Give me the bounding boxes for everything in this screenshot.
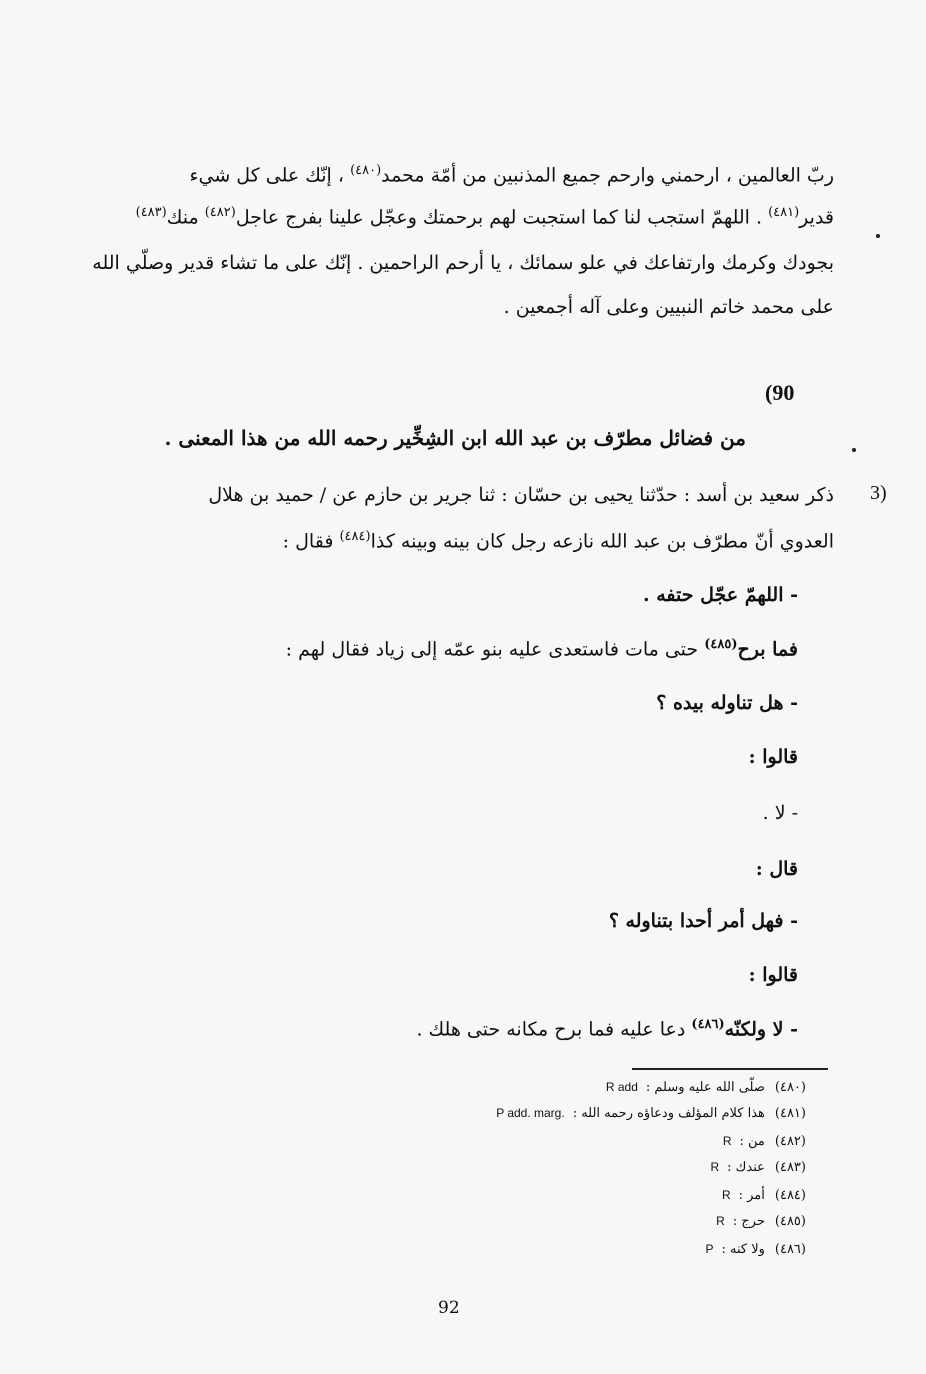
dialogue-3: - هل تناوله بيده ؟: [656, 692, 798, 714]
footnote-text: هذا كلام المؤلف ودعاؤه رحمه الله :: [572, 1106, 765, 1121]
footnote-num: (٤٨٦): [774, 1242, 806, 1257]
para1-line2: [66, 206, 834, 227]
para1-line4: على محمد خاتم النبيين وعلى آله أجمعين .: [503, 296, 834, 318]
section-number: (90: [765, 380, 795, 405]
dialogue-9: [416, 1018, 798, 1039]
footnote-num: (٤٨٥): [774, 1214, 806, 1229]
footnote-num: (٤٨١): [774, 1106, 806, 1121]
dialogue-8: قالوا :: [748, 964, 798, 986]
footnote-source: P: [705, 1242, 714, 1256]
para1-line1-text: ربّ العالمين ، ارحمني وارحم جميع المذنبين من أمّة محمد: [381, 164, 834, 187]
para1-line3: بجودك وكرمك وارتفاعك في علو سمائك ، يا أرحم الراحمين . إنّك على ما تشاء قدير وصلّي الله: [92, 252, 834, 274]
margin-number: 3): [870, 482, 887, 504]
footnote-text: من :: [739, 1134, 765, 1149]
footnote-source: R: [721, 1188, 731, 1202]
footnote-source: R: [716, 1214, 725, 1228]
fn-ref-480: (٤٨٠): [350, 163, 382, 178]
fn-ref-482: (٤٨٢): [204, 205, 236, 220]
fn-ref-483: (٤٨٣): [135, 205, 167, 220]
dialogue-7: - فهل أمر أحدا بتناوله ؟: [608, 910, 798, 932]
footnote-num: (٤٨٤): [774, 1188, 806, 1203]
body-line2-b: فقال :: [282, 530, 334, 553]
footnote-source: R add: [605, 1080, 638, 1094]
footnote-text: أمر :: [738, 1188, 765, 1203]
margin-dot-2: [852, 448, 856, 452]
footnote-483: [710, 1160, 806, 1175]
section-title: من فضائل مطرّف بن عبد الله ابن الشِخِّير رحمه الله من هذا المعنى .: [164, 426, 746, 450]
footnote-num: (٤٨٠): [774, 1080, 806, 1095]
footnote-481: [496, 1106, 806, 1121]
footnote-486: [705, 1242, 806, 1257]
body-line2: [283, 530, 834, 551]
body-line2-a: العدوي أنّ مطرّف بن عبد الله نازعه رجل كان بينه وبينه كذا: [370, 530, 834, 553]
footnote-source: R: [710, 1160, 720, 1174]
dialogue-2: [286, 638, 798, 659]
fn-ref-486: (٤٨٦): [691, 1017, 725, 1032]
fn-ref-484: (٤٨٤): [339, 529, 371, 544]
footnote-num: (٤٨٢): [774, 1134, 806, 1149]
para1-line1-after: ، إنّك على كل شيء: [189, 164, 345, 187]
para1-line1: [66, 164, 834, 185]
dialogue-5: - لا .: [762, 802, 798, 824]
dialogue-4: قالوا :: [748, 746, 798, 768]
dialogue-9-a: - لا ولكنّه: [724, 1018, 798, 1041]
page-number: 92: [438, 1298, 460, 1318]
dialogue-2-a: فما برح: [737, 638, 798, 661]
footnote-480: [606, 1080, 806, 1095]
footnote-485: [716, 1214, 806, 1229]
dialogue-6: قال :: [755, 858, 798, 880]
footnote-source: P add. marg.: [496, 1106, 565, 1120]
footnote-text: صلّى الله عليه وسلم :: [645, 1080, 765, 1095]
footnote-text: حرج :: [732, 1214, 765, 1229]
dialogue-2-b: حتى مات فاستعدى عليه بنو عمّه إلى زياد فقال لهم :: [285, 638, 699, 661]
footnote-num: (٤٨٣): [774, 1160, 806, 1175]
fn-ref-485: (٤٨٥): [704, 637, 738, 652]
footnote-484: [722, 1188, 806, 1203]
margin-dot-1: [876, 234, 880, 238]
footnote-482: [723, 1134, 806, 1149]
para1-line2-end: منك: [166, 206, 199, 229]
body-line1: ذكر سعيد بن أسد : حدّثنا يحيى بن حسّان : ثنا جرير بن حازم عن / حميد بن هلال: [208, 484, 834, 506]
fn-ref-481: (٤٨١): [768, 205, 800, 220]
footnote-source: R: [722, 1134, 732, 1148]
footnote-text: عندك :: [727, 1160, 765, 1175]
para1-line2-start: قدير: [799, 206, 834, 229]
dialogue-1: - اللهمّ عجّل حتفه .: [643, 584, 798, 606]
dialogue-9-b: دعا عليه فما برح مكانه حتى هلك .: [416, 1018, 686, 1041]
footnote-separator: [632, 1068, 828, 1070]
para1-line2-mid: . اللهمّ استجب لنا كما استجبت لهم برحمتك وعجّل علينا بفرج عاجل: [235, 206, 763, 229]
footnote-text: ولا كنه :: [721, 1242, 765, 1257]
